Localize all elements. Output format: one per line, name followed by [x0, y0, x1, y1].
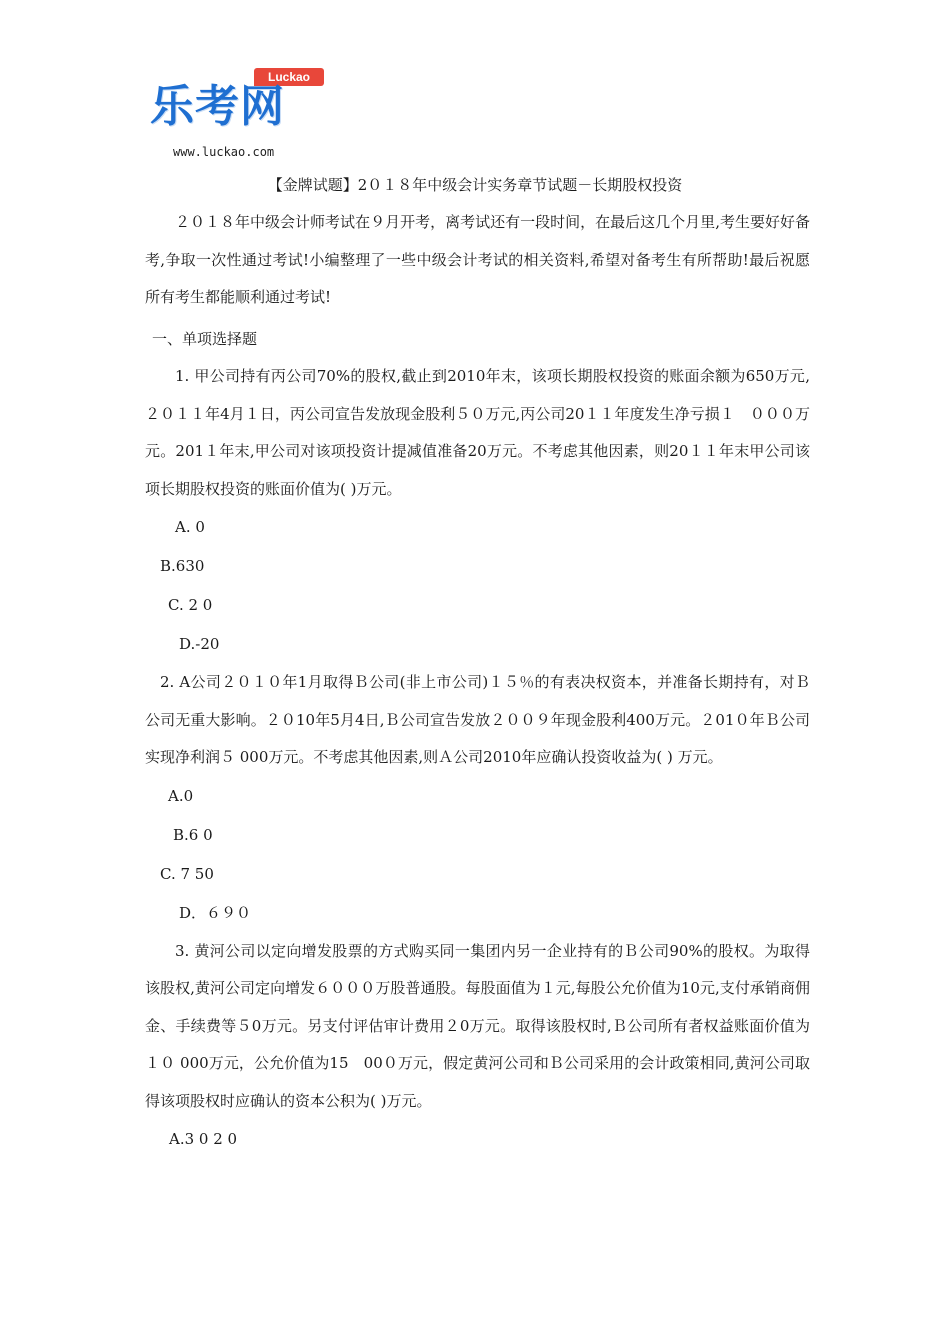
question-1-option-c: C. 2 0: [168, 596, 213, 614]
logo-wordmark: 乐考网: [150, 81, 285, 132]
question-2-option-a: A.0: [168, 786, 194, 805]
question-1-option-b: B.630: [160, 557, 205, 575]
document-title: 【金牌试题】2０１８年中级会计实务章节试题－长期股权投资: [267, 176, 683, 194]
question-2-option-b: B.6 0: [173, 825, 213, 844]
question-3-option-a: A.3 0 2 0: [169, 1130, 238, 1148]
question-1: 1. 甲公司持有丙公司70%的股权,截止到2010年末，该项长期股权投资的账面余额为650万元,２０１１年4月１日，丙公司宣告发放现金股利５０万元,丙公司20１１年度发生净亏损１ ０００万元。201１年末,甲公司对该项投资计提减值准备20万元。不考虑其他因素，则20１１年末甲公司该项长期股权投资的账面价值为( )万元。: [145, 367, 810, 498]
intro-paragraph: ２０１８年中级会计师考试在９月开考，离考试还有一段时间，在最后这几个月里,考生要好好备考,争取一次性通过考试!小编整理了一些中级会计考试的相关资料,希望对备考生有所帮助!最后祝愿所有考生都能顺利通过考试!: [145, 213, 810, 306]
question-3: 3. 黄河公司以定向增发股票的方式购买同一集团内另一企业持有的Ｂ公司90%的股权。为取得该股权,黄河公司定向增发６０００万股普通股。每股面值为１元,每股公允价值为10元,支付承销商佣金、手续费等５0万元。另支付评估审计费用２0万元。取得该股权时,Ｂ公司所有者权益账面价值为１０ 000万元，公允价值为15 00０万元，假定黄河公司和Ｂ公司采用的会计政策相同,黄河公司取得该项股权时应确认的资本公积为( )万元。: [145, 941, 810, 1110]
question-2-option-d: D．６９０: [179, 903, 252, 922]
question-2: 2. A公司２０１０年1月取得Ｂ公司(非上市公司)１５％的有表决权资本，并准备长期持有，对Ｂ公司无重大影响。２０10年5月4日,Ｂ公司宣告发放２００９年现金股利400万元。２01０年Ｂ公司实现净利润５ 000万元。不考虑其他因素,则Ａ公司2010年应确认投资收益为( ) 万元。: [145, 673, 810, 766]
question-1-option-d: D.-20: [179, 635, 220, 653]
question-2-option-c: C. 7 50: [160, 864, 214, 883]
document-body: [145, 204, 810, 1159]
question-1-option-a: A. 0: [175, 518, 205, 536]
logo-badge: Luckao: [254, 68, 324, 86]
site-url[interactable]: www.luckao.com: [173, 145, 275, 159]
section-heading: 一、单项选择题: [152, 329, 258, 348]
luckao-logo[interactable]: [150, 68, 330, 138]
